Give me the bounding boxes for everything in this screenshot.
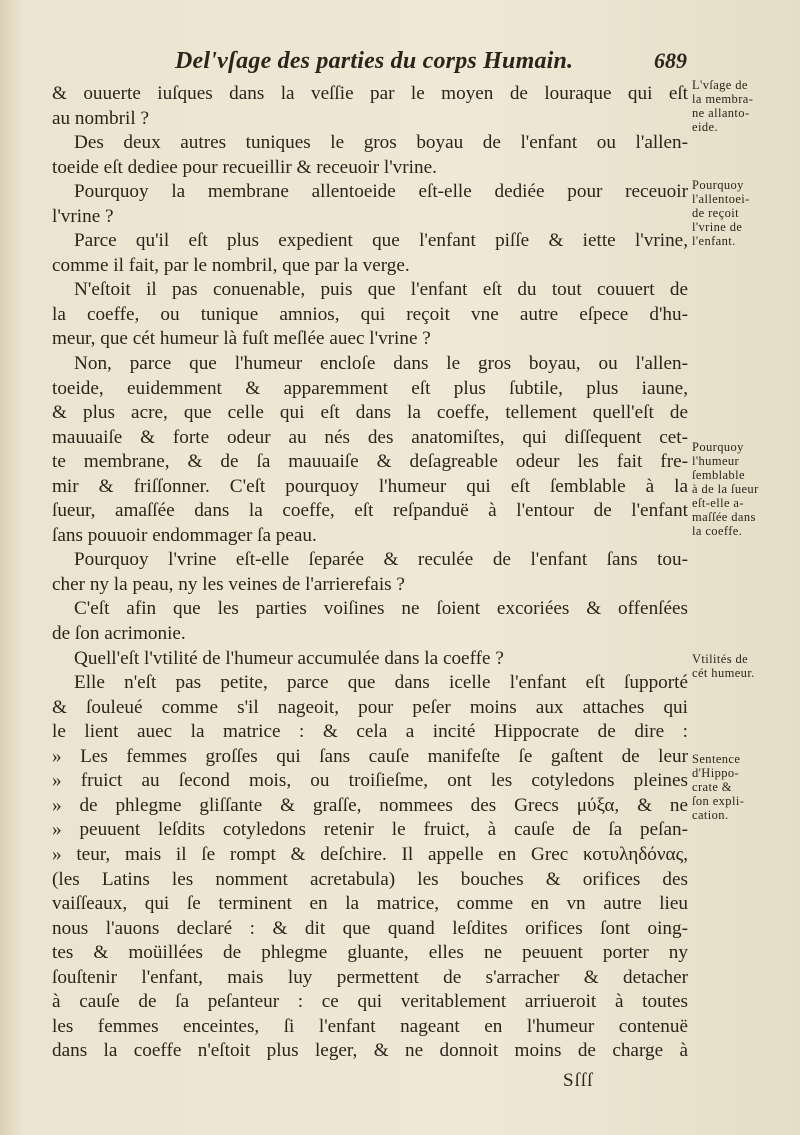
text-line: à cauſe de ſa peſanteur : ce qui veritablement arriueroit à toutes <box>52 991 688 1013</box>
text-line: » peuuent leſdits cotyledons retenir le fruict, à cauſe de ſa peſan- <box>52 819 688 841</box>
margin-note-line: Sentence <box>692 752 741 766</box>
text-line: te membrane, & de ſa mauuaiſe & deſagreable odeur les fait fre- <box>52 451 688 473</box>
text-line: N'eſtoit il pas conuenable, puis que l'enfant eſt du tout couuert de <box>74 279 688 301</box>
margin-note-line: ſon expli- <box>692 794 745 808</box>
text-line: l'vrine ? <box>52 205 114 227</box>
text-line: cher ny la peau, ny les veines de l'arrierefais ? <box>52 573 405 595</box>
margin-note-line: cation. <box>692 808 729 822</box>
signature-mark: Sſſſ <box>563 1070 594 1091</box>
margin-note-line: Pourquoy <box>692 178 744 192</box>
margin-note-line: eſt-elle a- <box>692 496 744 510</box>
text-line: Des deux autres tuniques le gros boyau de l'enfant ou l'allen- <box>74 132 688 154</box>
text-line: Pourquoy l'vrine eſt-elle ſeparée & reculée de l'enfant ſans tou- <box>74 549 688 571</box>
margin-note-line: l'enfant. <box>692 234 736 248</box>
text-line: de ſon acrimonie. <box>52 623 186 645</box>
margin-note-line: eide. <box>692 120 718 134</box>
margin-note-line: l'humeur <box>692 454 740 468</box>
margin-note-line: l'allentoei- <box>692 192 750 206</box>
margin-notes <box>692 0 796 1135</box>
margin-note-line: l'vrine de <box>692 220 743 234</box>
text-line: vaiſſeaux, qui ſe terminent en la matrice, comme en vn autre lieu <box>52 893 688 915</box>
text-line: toeide eſt dediee pour recueillir & receuoir l'vrine. <box>52 156 437 178</box>
text-line: C'eſt afin que les parties voiſines ne ſoient excoriées & offenſées <box>74 598 688 620</box>
margin-note-line: ſemblable <box>692 468 745 482</box>
text-line: Elle n'eſt pas petite, parce que dans icelle l'enfant eſt ſupporté <box>74 672 688 694</box>
body-text <box>52 82 688 1064</box>
text-line: le lient auec la matrice : & cela a incité Hippocrate de dire : <box>52 721 688 743</box>
text-line: toeide, euidemment & apparemment eſt plus ſubtile, plus iaune, <box>52 377 688 399</box>
text-line: au nombril ? <box>52 107 149 129</box>
text-line: » Les femmes groſſes qui ſans cauſe manifeſte ſe gaſtent de leur <box>52 745 688 767</box>
text-line: & ſouleué comme s'il nageoit, pour peſer moins aux attaches qui <box>52 696 688 718</box>
text-line: mauuaiſe & forte odeur au nés des anatomiſtes, qui diſſequent cet- <box>52 426 688 448</box>
text-line: nous l'auons declaré : & dit que quand leſdites orifices ſont oing- <box>52 917 688 939</box>
margin-note-line: la coeffe. <box>692 524 743 538</box>
text-line: ſouſtenir l'enfant, mais luy permettent de s'arracher & detacher <box>52 966 688 988</box>
margin-note-line: Pourquoy <box>692 440 744 454</box>
margin-note-line: crate & <box>692 780 732 794</box>
text-line: meur, que cét humeur là fuſt meſlée auec l'vrine ? <box>52 328 431 350</box>
margin-note-line: de reçoit <box>692 206 739 220</box>
margin-note-line: d'Hippo- <box>692 766 740 780</box>
text-line: tes & moüillées de phlegme gluante, elles ne peuuent porter ny <box>52 942 688 964</box>
text-line: ſueur, amaſſée dans la coeffe, eſt reſpanduë à l'entour de l'enfant <box>52 500 688 522</box>
text-line: & ouuerte iuſques dans la veſſie par le moyen de louraque qui eſt <box>52 83 688 104</box>
text-line: Non, parce que l'humeur encloſe dans le gros boyau, ou l'allen- <box>74 353 688 375</box>
margin-note-line: maſſée dans <box>692 510 756 524</box>
margin-note-line: ne allanto- <box>692 106 750 120</box>
text-line: mir & friſſonner. C'eſt pourquoy l'humeur qui eſt ſemblable à la <box>52 475 688 497</box>
margin-note-line: à de la ſueur <box>692 482 759 496</box>
margin-note <box>692 178 796 248</box>
running-title: Del'vſage des parties du corps Humain. <box>175 48 574 74</box>
text-line: & plus acre, que celle qui eſt dans la coeffe, tellement quell'eſt de <box>52 402 688 424</box>
margin-note-line: Vtilités de <box>692 652 749 666</box>
margin-note-line: L'vſage de <box>692 78 748 92</box>
text-line: Pourquoy la membrane allentoeide eſt-elle dediée pour receuoir <box>74 181 688 203</box>
text-line: dans la coeffe n'eſtoit plus leger, & ne donnoit moins de charge à <box>52 1040 688 1062</box>
text-line: » teur, mais il ſe rompt & deſchire. Il appelle en Grec κοτυληδόνας, <box>52 843 688 865</box>
text-line: ſans pouuoir endommager ſa peau. <box>52 524 317 546</box>
margin-note <box>692 652 796 680</box>
text-line: les femmes enceintes, ſi l'enfant nageant en l'humeur contenuë <box>52 1015 688 1037</box>
text-line: (les Latins les nomment acretabula) les bouches & orifices des <box>52 868 688 890</box>
text-line: » de phlegme gliſſante & graſſe, nommees des Grecs μύξα, & ne <box>52 794 688 816</box>
margin-note-line: cét humeur. <box>692 666 755 680</box>
margin-note-line: la membra- <box>692 92 754 106</box>
running-head <box>175 48 695 78</box>
text-line: comme il fait, par le nombril, que par la verge. <box>52 254 410 276</box>
margin-note <box>692 440 796 538</box>
margin-note <box>692 78 796 134</box>
margin-note <box>692 752 796 822</box>
text-line: Parce qu'il eſt plus expedient que l'enfant piſſe & iette l'vrine, <box>74 230 688 252</box>
text-line: la coeffe, ou tunique amnios, qui reçoit vne autre eſpece d'hu- <box>52 303 688 325</box>
text-line: » fruict au ſecond mois, ou troiſieſme, ont les cotyledons pleines <box>52 770 688 792</box>
text-line: Quell'eſt l'vtilité de l'humeur accumulée dans la coeffe ? <box>74 647 504 669</box>
page-number: 689 <box>654 48 687 73</box>
